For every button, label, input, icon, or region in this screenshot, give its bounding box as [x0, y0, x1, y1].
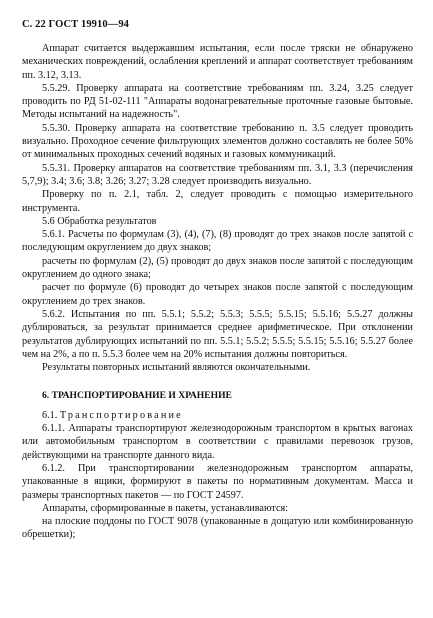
subsection-heading [22, 409, 413, 422]
paragraph: 6.1.1. Аппараты транспортируют железнодорожным транспортом в крытых вагонах или автомобильным транспортом в соответствии с правилами перевозок грузов, действующими на транспорте данного вида. [22, 423, 413, 461]
paragraph: 5.5.30. Проверку аппарата на соответствие требованию п. 3.5 следует проводить визуально. Проходное сечение фильтрующих элементов должно составлять не более 50% от минимальных проходных сечений водяных и газовых коммуникаций. [22, 122, 413, 161]
paragraph: Аппарат считается выдержавшим испытания, если после тряски не обнаружено механических повреждений, ослабления креплений и аппарат соответствует требованиям пп. 3.12, 3.13. [22, 43, 413, 81]
paragraph: 5.6.1. Расчеты по формулам (3), (4), (7), (8) проводят до трех знаков после запятой с последующим округлением до двух знаков; [22, 229, 413, 254]
paragraph: расчет по формуле (6) проводят до четырех знаков после запятой с последующим округлением до трех знаков. [22, 282, 413, 307]
page-header: С. 22 ГОСТ 19910—94 [22, 19, 130, 30]
paragraph: 6.1.2. При транспортировании железнодорожным транспортом аппараты, упакованные в ящики, формируют в пакеты по нормативным документам. Масса и размеры транспортных пакетов — по ГОСТ 24597. [22, 462, 413, 501]
subsection-heading: 5.6 Обработка результатов [42, 215, 157, 227]
paragraph: Результаты повторных испытаний являются окончательными. [42, 362, 311, 374]
section-title: 6. ТРАНСПОРТИРОВАНИЕ И ХРАНЕНИЕ [42, 390, 232, 402]
document-body [22, 42, 413, 542]
paragraph: 5.5.29. Проверку аппарата на соответствие требованиям пп. 3.24, 3.25 следует проводить по РД 51-02-111 "Аппараты водонагревательные проточные газовые бытовые. Методы испытаний на надежность". [22, 82, 413, 121]
paragraph: расчеты по формулам (2), (5) проводят до двух знаков после запятой с последующим округлением до одного знака; [22, 255, 413, 281]
subsection-number: 6.1. [42, 409, 58, 421]
paragraph: 5.6.2. Испытания по пп. 5.5.1; 5.5.2; 5.5.3; 5.5.5; 5.5.15; 5.5.16; 5.5.27 должны дублироваться, за результат принимается среднее арифметическое. При отклонении результатов дублирующих испытаний по пп. 5.5.1; 5.5.2; 5.5.5; 5.5.15; 5.5.16; 5.5.27 более чем на 2%, а по п. 5.5.3 более чем на 20% испытания должны повториться. [22, 308, 413, 360]
subsection-title: Транспортирование [59, 409, 183, 421]
paragraph: на плоские поддоны по ГОСТ 9078 (упакованные в дощатую или комбинированную обрешетки); [22, 516, 413, 541]
paragraph: Проверку по п. 2.1, табл. 2, следует проводить с помощью измерительного инструмента. [22, 189, 413, 214]
paragraph: 5.5.31. Проверку аппаратов на соответствие требованиям пп. 3.1, 3.3 (перечисления 5,7,9); 3.4; 3.6; 3.8; 3.26; 3.27; 3.28 следует производить визуально. [22, 162, 413, 187]
paragraph: Аппараты, сформированные в пакеты, устанавливаются: [42, 502, 289, 514]
